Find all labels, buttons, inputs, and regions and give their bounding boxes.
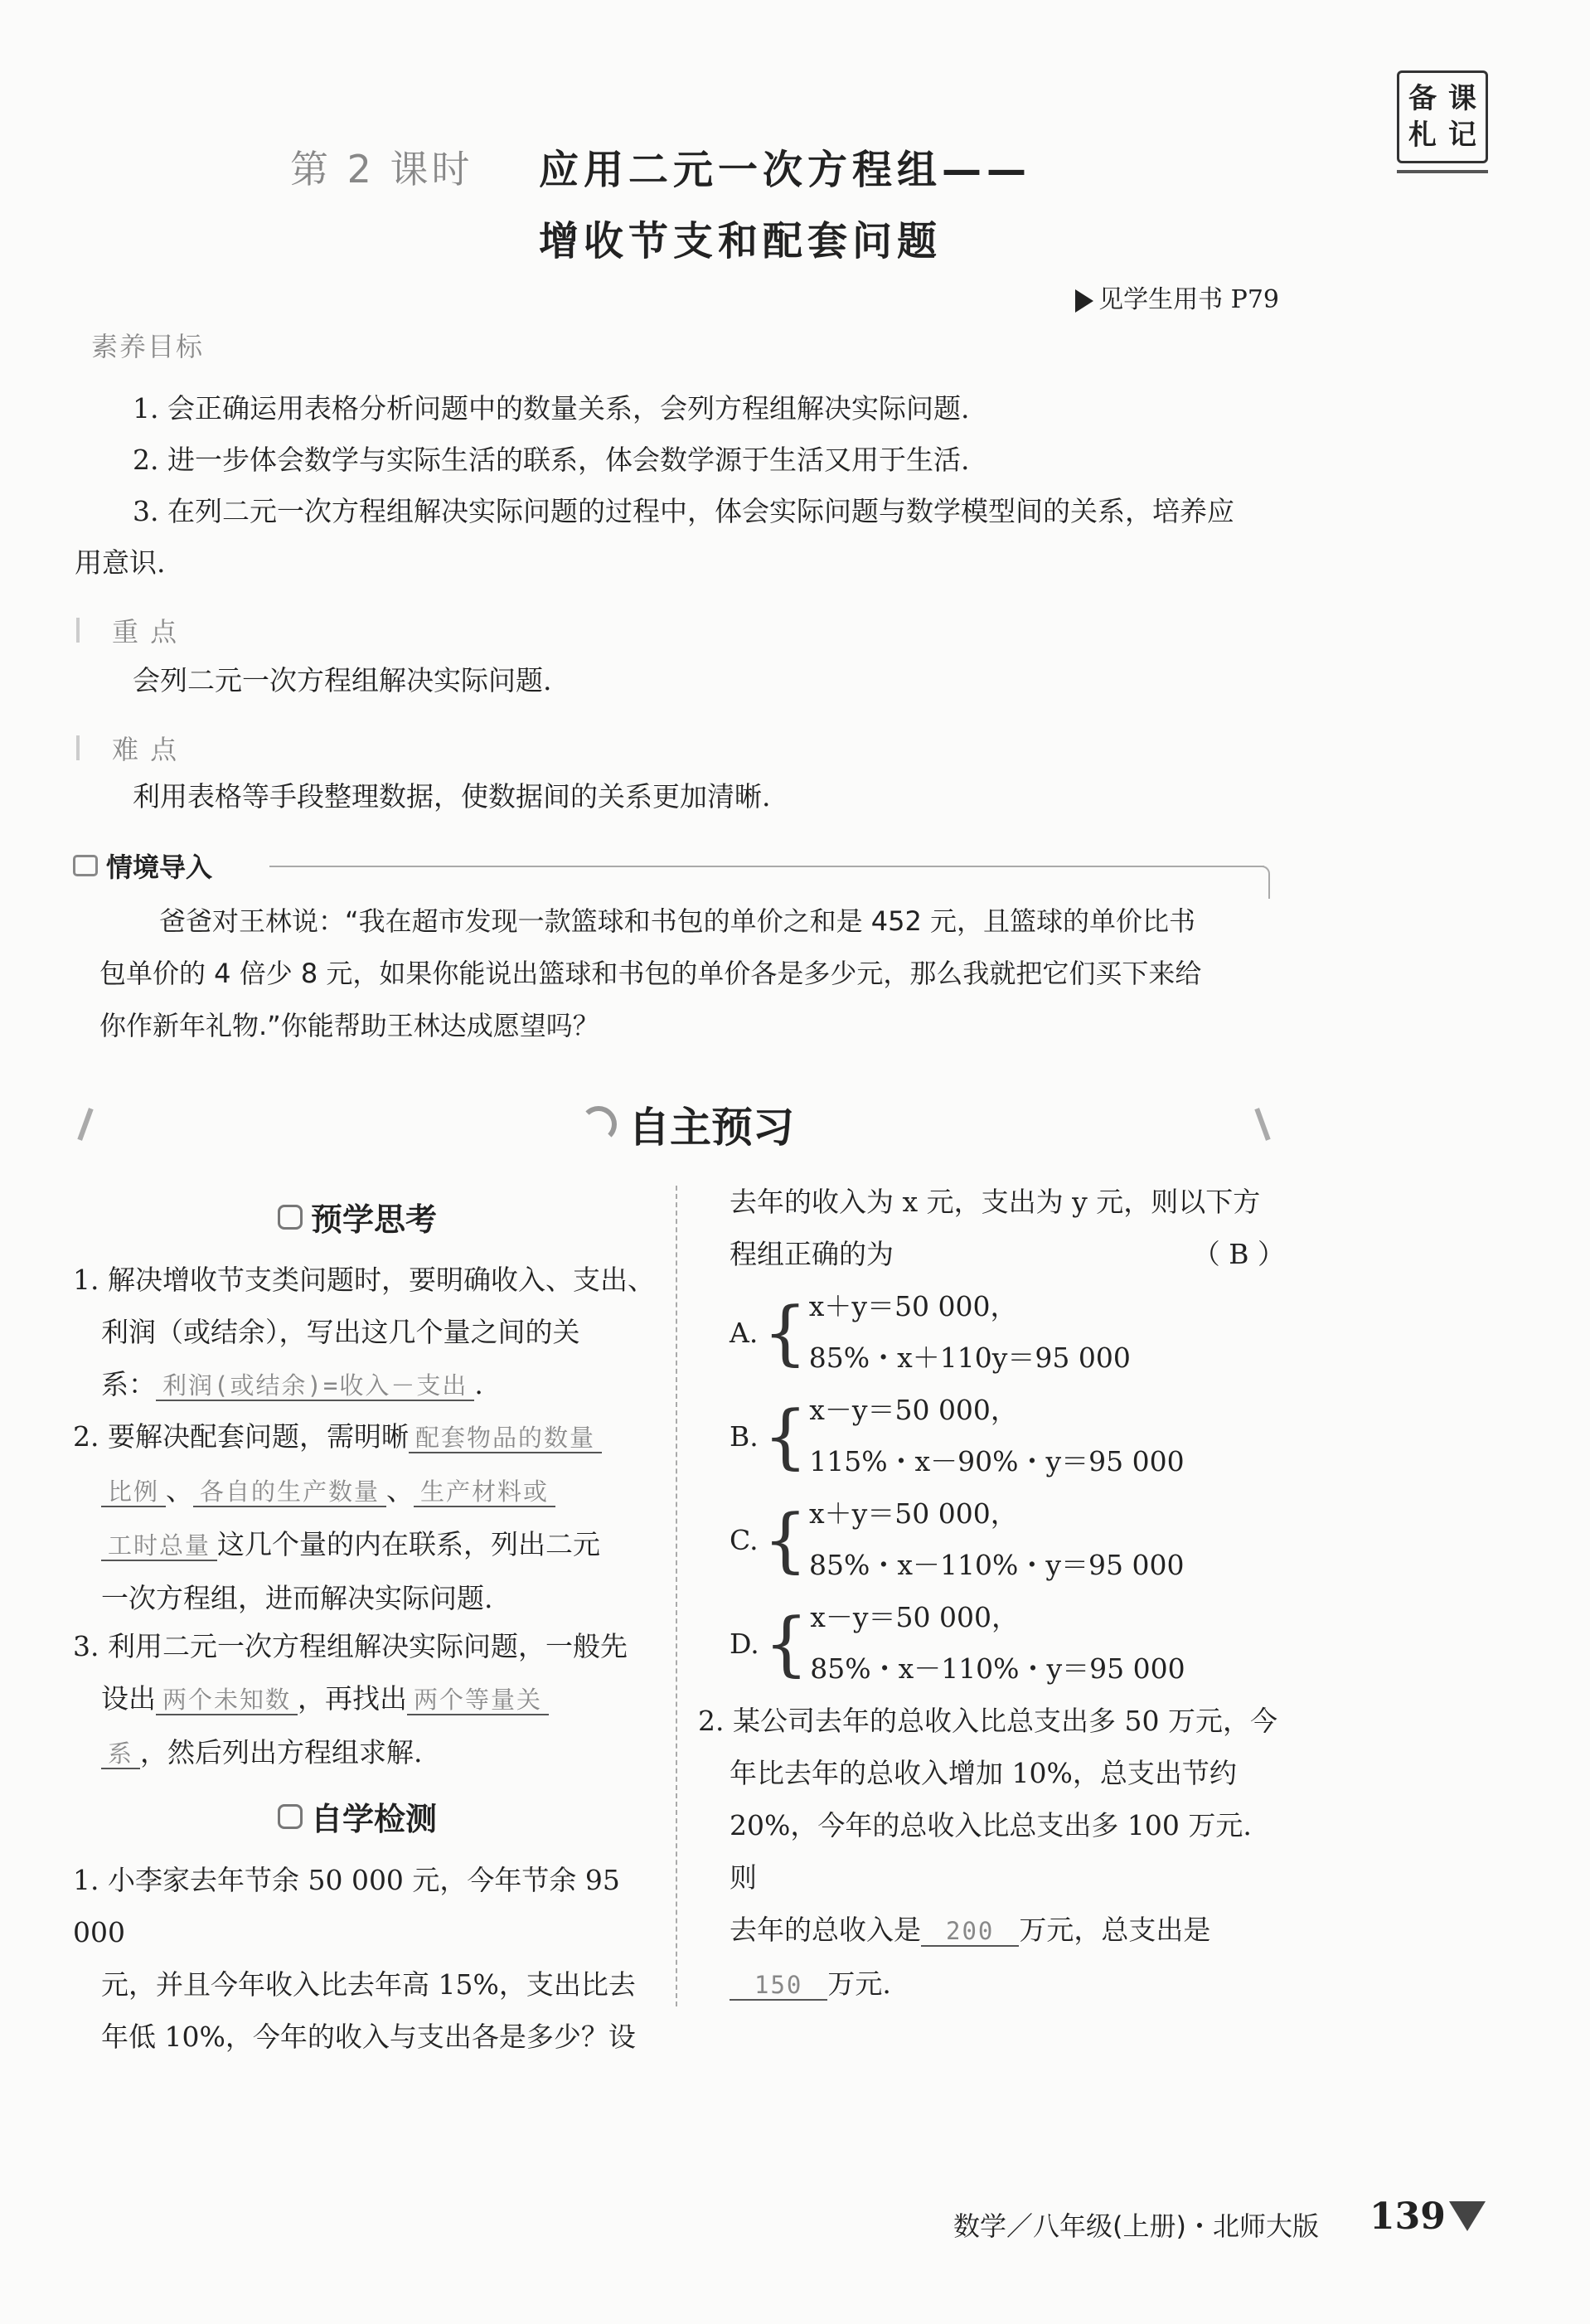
scenario-line: 爸爸对王林说：“我在超市发现一款篮球和书包的单价之和是 452 元，且篮球的单价比书 xyxy=(159,905,1196,937)
brace-icon: { xyxy=(763,1292,807,1373)
difficulty-text: 利用表格等手段整理数据，使数据间的关系更加清晰. xyxy=(133,780,771,813)
page-title: 应用二元一次方程组—— xyxy=(539,147,1032,193)
think-title: 预学思考 xyxy=(311,1201,438,1238)
check-title: 自学检测 xyxy=(311,1801,438,1837)
goals-label: 素养目标 xyxy=(91,331,205,362)
stamp-underline xyxy=(1397,170,1488,173)
stamp-char: 札 xyxy=(1408,119,1437,152)
brace-icon: { xyxy=(763,1499,808,1580)
preview-title: 自主预习 xyxy=(628,1104,794,1152)
check-question-1-cont xyxy=(730,1176,1285,1280)
equation: 115%・x－90%・y＝95 000 xyxy=(809,1445,1185,1477)
question-text: 2. 某公司去年的总收入比总支出多 50 万元，今 xyxy=(698,1705,1277,1737)
think-question-3 xyxy=(73,1620,663,1780)
question-text: 去年的收入为 x 元，支出为 y 元，则以下方 xyxy=(730,1186,1261,1218)
column-divider xyxy=(676,1186,677,2006)
scenario-line: 包单价的 4 倍少 8 元，如果你能说出篮球和书包的单价各是多少元，那么我就把它们买下来给 xyxy=(99,958,1202,989)
equation: 85%・x＋110y＝95 000 xyxy=(808,1342,1131,1374)
difficulty-label: 难 点 xyxy=(112,734,179,765)
question-text: . xyxy=(474,1368,483,1400)
scenario-rule xyxy=(269,866,1264,867)
question-text: 万元，总支出是 xyxy=(1019,1914,1211,1946)
check-question-1 xyxy=(73,1854,663,2063)
question-text: 年比去年的总收入增加 10%，总支出节约 xyxy=(730,1757,1237,1789)
page-number: 139 xyxy=(1369,2195,1446,2238)
question-text: 万元. xyxy=(827,1967,891,2000)
option-label: A. xyxy=(730,1316,759,1349)
stamp-char: 记 xyxy=(1448,119,1476,152)
equation: x＋y＝50 000， xyxy=(809,1497,1018,1530)
think-question-1 xyxy=(73,1254,663,1412)
triangle-icon xyxy=(1075,289,1093,313)
scenario-heading xyxy=(73,847,212,885)
think-heading xyxy=(278,1194,437,1240)
book-title: 数学／八年级(上册)・北师大版 xyxy=(953,2210,1319,2242)
answer-blank: 生产材料或 xyxy=(414,1477,555,1507)
answer-bracket: （ B ） xyxy=(1192,1238,1285,1270)
answer-blank: 各自的生产数量 xyxy=(193,1477,386,1507)
note-icon xyxy=(278,1804,303,1829)
goal-item: 1. 会正确运用表格分析问题中的数量关系，会列方程组解决实际问题. xyxy=(133,392,970,425)
preview-heading xyxy=(580,1094,794,1154)
option-b xyxy=(730,1385,1185,1487)
answer-blank: 200 xyxy=(921,1917,1019,1947)
question-text: 去年的总收入是 xyxy=(730,1914,921,1946)
question-text: 利润（或结余），写出这几个量之间的关 xyxy=(101,1316,580,1348)
answer-blank: 工时总量 xyxy=(101,1531,217,1561)
reference-text: 见学生用书 P79 xyxy=(1098,285,1279,314)
answer-blank: 利润(或结余)=收入－支出 xyxy=(156,1371,474,1401)
scenario-label: 情境导入 xyxy=(106,851,213,883)
question-text: 2. 要解决配套问题，需明晰 xyxy=(73,1420,409,1453)
answer-blank: 比例 xyxy=(101,1477,166,1507)
key-point-label: 重 点 xyxy=(112,616,179,648)
question-text: 20%，今年的总收入比总支出多 100 万元. 则 xyxy=(730,1809,1252,1894)
page-subtitle: 增收节支和配套问题 xyxy=(539,218,943,264)
question-text: 程组正确的为 xyxy=(730,1238,894,1270)
option-label: B. xyxy=(730,1419,759,1453)
option-a xyxy=(730,1281,1131,1384)
equation: 85%・x－110%・y＝95 000 xyxy=(809,1549,1185,1581)
option-label: D. xyxy=(730,1627,759,1660)
check-question-2 xyxy=(698,1695,1287,2011)
think-question-2 xyxy=(73,1410,663,1624)
option-d xyxy=(730,1592,1185,1695)
brace-icon: { xyxy=(763,1603,809,1684)
slash-decoration xyxy=(77,1108,93,1141)
answer-blank: 两个未知数 xyxy=(156,1686,298,1715)
section-marker xyxy=(76,618,80,643)
reference-link xyxy=(1075,279,1279,315)
equation: x＋y＝50 000， xyxy=(808,1290,1018,1322)
brace-icon: { xyxy=(763,1395,808,1477)
lesson-notes-stamp xyxy=(1397,70,1488,163)
equation: 85%・x－110%・y＝95 000 xyxy=(810,1652,1185,1685)
question-text: 系： xyxy=(101,1368,156,1400)
answer-blank: 配套物品的数量 xyxy=(409,1424,602,1453)
arc-icon xyxy=(580,1106,617,1143)
goal-item: 2. 进一步体会数学与实际生活的联系，体会数学源于生活又用于生活. xyxy=(133,444,970,476)
answer-blank: 150 xyxy=(730,1971,827,2001)
stamp-char: 备 xyxy=(1408,82,1437,115)
option-label: C. xyxy=(730,1523,759,1556)
separator: 、 xyxy=(166,1474,194,1506)
key-point-text: 会列二元一次方程组解决实际问题. xyxy=(133,664,552,696)
slash-decoration xyxy=(1254,1108,1270,1141)
section-marker xyxy=(76,735,80,760)
answer-blank: 两个等量关 xyxy=(407,1686,549,1715)
note-icon xyxy=(278,1205,303,1230)
option-c xyxy=(730,1488,1184,1591)
question-text: 设出 xyxy=(101,1682,156,1715)
goal-item: 3. 在列二元一次方程组解决实际问题的过程中，体会实际问题与数学模型间的关系，培养应 xyxy=(133,495,1234,527)
scenario-rule-end xyxy=(1262,866,1270,899)
equation: x－y＝50 000， xyxy=(810,1601,1019,1633)
question-text: ，再找出 xyxy=(298,1682,408,1715)
question-text: 年低 10%，今年的收入与支出各是多少？设 xyxy=(101,2021,636,2053)
equation: x－y＝50 000， xyxy=(809,1394,1018,1426)
separator: 、 xyxy=(386,1474,414,1506)
arrow-decoration-icon xyxy=(1449,2201,1486,2231)
check-heading xyxy=(278,1793,437,1839)
question-text: 这几个量的内在联系，列出二元 xyxy=(217,1528,601,1560)
answer-blank: 系 xyxy=(101,1739,140,1769)
question-text: ，然后列出方程组求解. xyxy=(140,1736,423,1768)
question-text: 1. 解决增收节支类问题时，要明确收入、支出、 xyxy=(73,1264,655,1296)
chat-icon xyxy=(73,855,98,876)
scenario-line: 你作新年礼物.”你能帮助王林达成愿望吗？ xyxy=(99,1010,599,1041)
goal-item: 用意识. xyxy=(75,546,166,579)
question-text: 3. 利用二元一次方程组解决实际问题，一般先 xyxy=(73,1630,628,1662)
question-text: 1. 小李家去年节余 50 000 元，今年节余 95 000 xyxy=(73,1864,620,1948)
equation-system xyxy=(809,1281,1131,1384)
question-text: 元，并且今年收入比去年高 15%，支出比去 xyxy=(101,1968,636,2001)
equation-system xyxy=(809,1488,1184,1591)
question-text: 一次方程组，进而解决实际问题. xyxy=(101,1582,493,1614)
equation-system xyxy=(809,1385,1184,1487)
stamp-char: 课 xyxy=(1448,82,1476,115)
lesson-number: 第 2 课时 xyxy=(290,147,473,192)
equation-system xyxy=(810,1592,1185,1695)
